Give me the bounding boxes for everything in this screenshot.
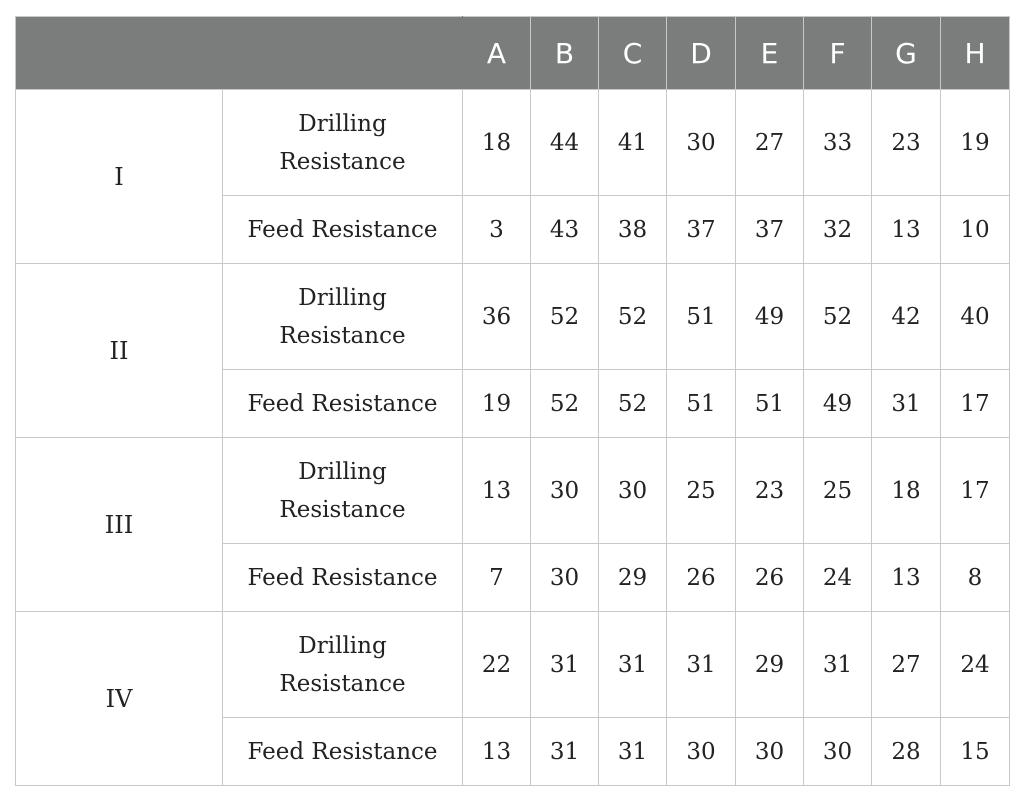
value-cell: 44 xyxy=(531,90,599,196)
header-row xyxy=(16,17,1010,90)
value-cell: 43 xyxy=(531,196,599,264)
value-cell: 30 xyxy=(531,438,599,544)
value-cell: 25 xyxy=(667,438,736,544)
value-cell: 30 xyxy=(667,90,736,196)
value-cell: 52 xyxy=(531,264,599,370)
row-type-label: Feed Resistance xyxy=(247,390,438,417)
value-cell: 8 xyxy=(941,544,1010,612)
value-cell: 23 xyxy=(736,438,804,544)
row-type-label: Feed Resistance xyxy=(247,564,438,591)
value-cell: 40 xyxy=(941,264,1010,370)
value-cell: 25 xyxy=(804,438,872,544)
value-cell: 15 xyxy=(941,718,1010,786)
value-cell: 19 xyxy=(941,90,1010,196)
column-header-b: B xyxy=(531,17,599,90)
value-cell: 38 xyxy=(599,196,667,264)
row-type-cell xyxy=(223,718,463,786)
row-type-cell xyxy=(223,370,463,438)
value-cell: 51 xyxy=(736,370,804,438)
value-cell: 19 xyxy=(463,370,531,438)
value-cell: 13 xyxy=(463,438,531,544)
table-row xyxy=(16,264,1010,370)
value-cell: 26 xyxy=(667,544,736,612)
value-cell: 51 xyxy=(667,370,736,438)
value-cell: 17 xyxy=(941,438,1010,544)
value-cell: 37 xyxy=(736,196,804,264)
row-type-cell xyxy=(223,438,463,544)
group-label-cell: II xyxy=(16,264,223,438)
header-corner-cell xyxy=(16,17,463,90)
value-cell: 28 xyxy=(872,718,941,786)
row-type-cell xyxy=(223,264,463,370)
value-cell: 30 xyxy=(531,544,599,612)
column-header-f: F xyxy=(804,17,872,90)
value-cell: 52 xyxy=(531,370,599,438)
value-cell: 31 xyxy=(667,612,736,718)
value-cell: 17 xyxy=(941,370,1010,438)
value-cell: 31 xyxy=(804,612,872,718)
row-type-cell xyxy=(223,90,463,196)
table-body xyxy=(16,90,1010,786)
value-cell: 22 xyxy=(463,612,531,718)
value-cell: 30 xyxy=(599,438,667,544)
row-type-cell xyxy=(223,196,463,264)
value-cell: 18 xyxy=(463,90,531,196)
row-type-label: Drilling Resistance xyxy=(279,110,406,175)
value-cell: 32 xyxy=(804,196,872,264)
value-cell: 37 xyxy=(667,196,736,264)
row-type-label: Feed Resistance xyxy=(247,216,438,243)
column-header-h: H xyxy=(941,17,1010,90)
value-cell: 52 xyxy=(599,264,667,370)
value-cell: 3 xyxy=(463,196,531,264)
value-cell: 49 xyxy=(736,264,804,370)
row-type-cell xyxy=(223,612,463,718)
column-header-d: D xyxy=(667,17,736,90)
value-cell: 49 xyxy=(804,370,872,438)
value-cell: 31 xyxy=(531,718,599,786)
value-cell: 29 xyxy=(599,544,667,612)
table-row xyxy=(16,90,1010,196)
value-cell: 31 xyxy=(599,718,667,786)
value-cell: 30 xyxy=(736,718,804,786)
resistance-table xyxy=(15,16,1010,786)
value-cell: 33 xyxy=(804,90,872,196)
table-row xyxy=(16,612,1010,718)
value-cell: 13 xyxy=(872,196,941,264)
column-header-a: A xyxy=(463,17,531,90)
value-cell: 7 xyxy=(463,544,531,612)
value-cell: 30 xyxy=(667,718,736,786)
value-cell: 24 xyxy=(804,544,872,612)
value-cell: 41 xyxy=(599,90,667,196)
row-type-cell xyxy=(223,544,463,612)
value-cell: 52 xyxy=(599,370,667,438)
value-cell: 42 xyxy=(872,264,941,370)
row-type-label: Feed Resistance xyxy=(247,738,438,765)
value-cell: 52 xyxy=(804,264,872,370)
group-label-cell: IV xyxy=(16,612,223,786)
column-header-e: E xyxy=(736,17,804,90)
value-cell: 27 xyxy=(872,612,941,718)
table-row xyxy=(16,438,1010,544)
value-cell: 36 xyxy=(463,264,531,370)
row-type-label: Drilling Resistance xyxy=(279,632,406,697)
value-cell: 13 xyxy=(872,544,941,612)
group-label-cell: I xyxy=(16,90,223,264)
value-cell: 51 xyxy=(667,264,736,370)
column-header-c: C xyxy=(599,17,667,90)
table-header xyxy=(16,17,1010,90)
value-cell: 31 xyxy=(599,612,667,718)
value-cell: 27 xyxy=(736,90,804,196)
group-label-cell: III xyxy=(16,438,223,612)
value-cell: 26 xyxy=(736,544,804,612)
value-cell: 31 xyxy=(531,612,599,718)
value-cell: 13 xyxy=(463,718,531,786)
value-cell: 23 xyxy=(872,90,941,196)
row-type-label: Drilling Resistance xyxy=(279,458,406,523)
column-header-g: G xyxy=(872,17,941,90)
value-cell: 29 xyxy=(736,612,804,718)
row-type-label: Drilling Resistance xyxy=(279,284,406,349)
value-cell: 10 xyxy=(941,196,1010,264)
value-cell: 31 xyxy=(872,370,941,438)
value-cell: 24 xyxy=(941,612,1010,718)
value-cell: 18 xyxy=(872,438,941,544)
value-cell: 30 xyxy=(804,718,872,786)
